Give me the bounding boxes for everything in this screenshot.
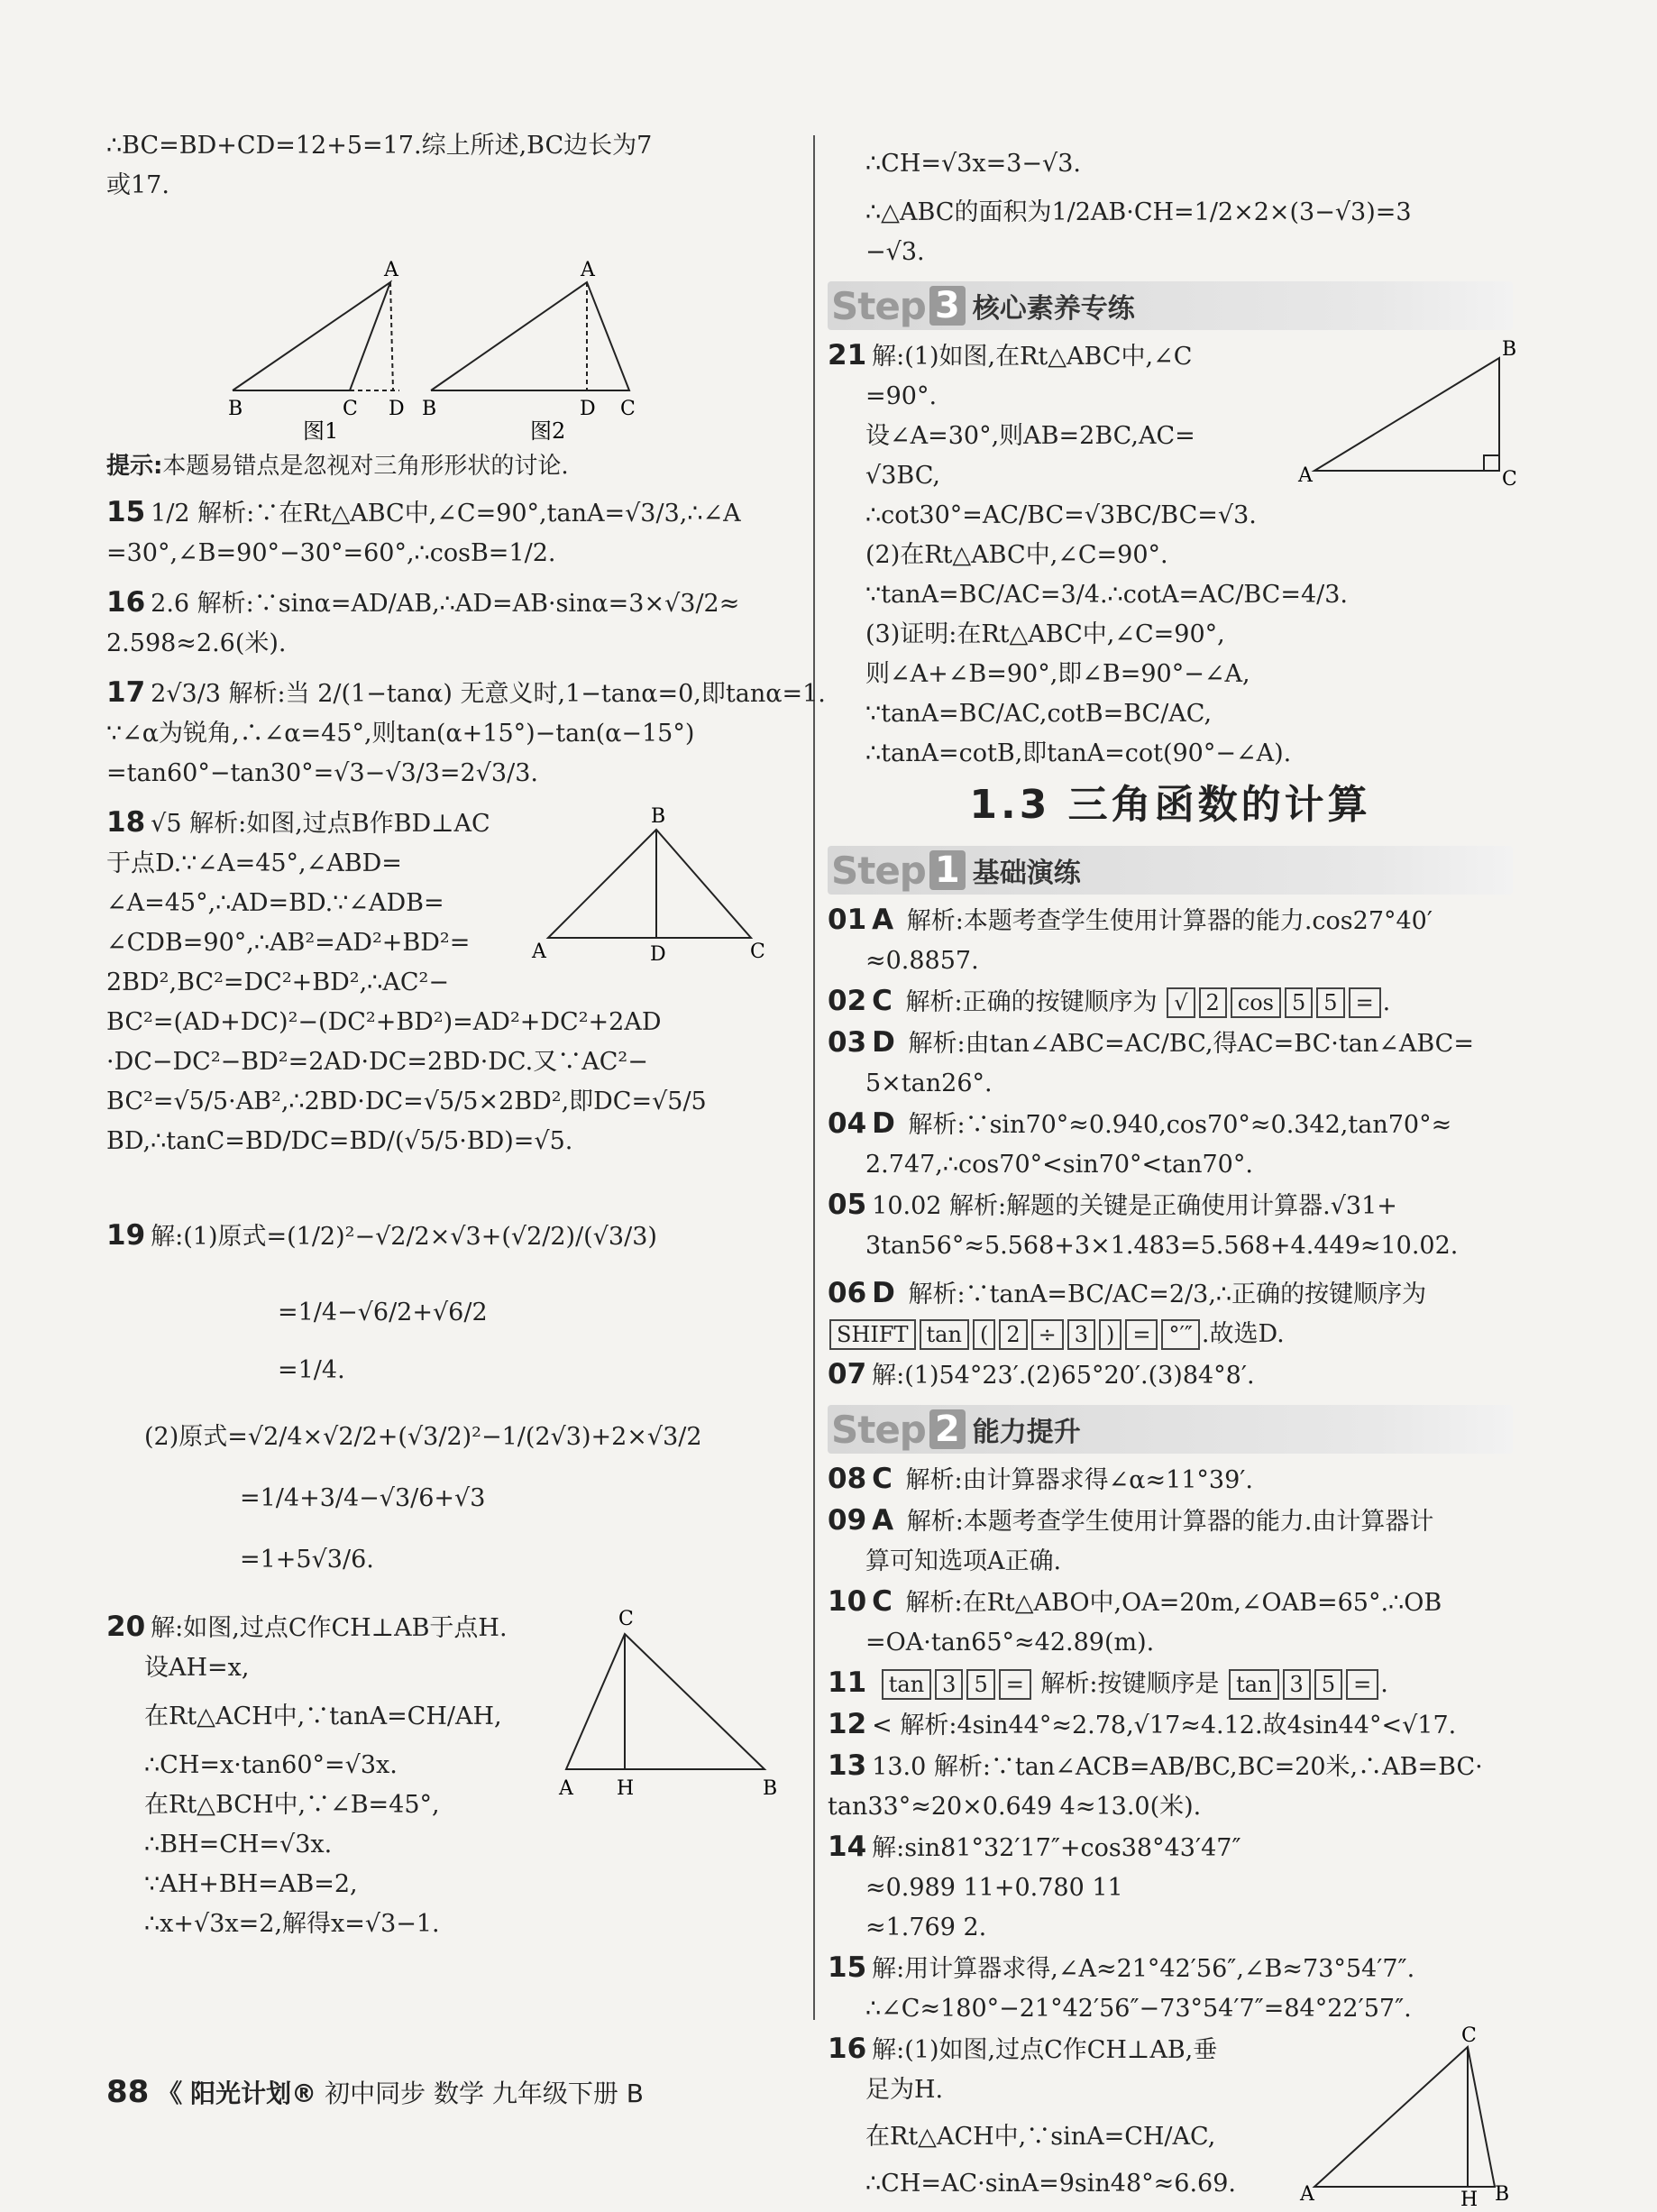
question-21: 21 解:(1)如图,在Rt△ABC中,∠C =90°. 设∠A=30°,则AB=2BC,AC= √3BC, B A C [828, 335, 1513, 496]
fig1-label-b: B [228, 398, 243, 420]
question-01: 01 A 解析:本题考查学生使用计算器的能力.cos27°40′ [828, 904, 1433, 936]
svg-text:C: C [1502, 468, 1517, 491]
svg-text:A: A [1298, 464, 1313, 487]
question-18-line: BC²=√5/5·AB²,∴2BD·DC=√5/5×2BD²,即DC=√5/5 [106, 1088, 707, 1115]
question-18-line: ·DC−DC²−BD²=2AD·DC=2BD·DC.又∵AC²− [106, 1048, 648, 1076]
fig1-label-c: C [343, 398, 358, 420]
fig1-caption: 图1 [303, 418, 339, 444]
svg-text:A: A [1300, 2183, 1314, 2206]
svg-text:C: C [1461, 2024, 1477, 2047]
question-16-line: 2.598≈2.6(米). [106, 629, 287, 657]
question-19-line: =1/4−√6/2+√6/2 [278, 1299, 488, 1326]
question-13-line: tan33°≈20×0.649 4≈13.0(米). [828, 1793, 1202, 1821]
question-13: 13 13.0 解析:∵tan∠ACB=AB/BC,BC=20米,∴AB=BC· [828, 1749, 1483, 1782]
figure-21 [1296, 335, 1517, 491]
question-15: 15 1/2 解析:∵在Rt△ABC中,∠C=90°,tanA=√3/3,∴∠A [106, 496, 741, 528]
svg-text:B: B [763, 1777, 778, 1800]
figure-20 [539, 1607, 783, 1823]
question-14-line: ≈1.769 2. [865, 1914, 987, 1941]
question-17-line: =tan60°−tan30°=√3−√3/3=2√3/3. [106, 759, 538, 787]
question-21-line: (3)证明:在Rt△ABC中,∠C=90°, [865, 620, 1225, 648]
question-15-right-line: ∴∠C≈180°−21°42′56″−73°54′7″=84°22′57″. [865, 1995, 1412, 2023]
svg-text:D: D [650, 943, 666, 966]
step-2-banner: Step 2 能力提升 [828, 1405, 1513, 1454]
question-15-right: 15 解:用计算器求得,∠A≈21°42′56″,∠B≈73°54′7″. [828, 1951, 1415, 1984]
hint-text: 本题易错点是忽视对三角形形状的讨论. [162, 453, 569, 480]
step-3-banner: Step 3 核心素养专练 [828, 281, 1513, 330]
question-09: 09 A 解析:本题考查学生使用计算器的能力.由计算器计 [828, 1504, 1434, 1537]
question-17-line: ∵∠α为锐角,∴∠α=45°,则tan(α+15°)−tan(α−15°) [106, 720, 695, 748]
footer-mark: 《 [157, 2079, 183, 2108]
question-09-line: 算可知选项A正确. [865, 1547, 1062, 1575]
question-02: 02 C 解析:正确的按键顺序为 √ 2 cos 5 5 = . [828, 985, 1391, 1017]
question-18-line: BC²=(AD+DC)²−(DC²+BD²)=AD²+DC²+2AD [106, 1008, 662, 1036]
question-03: 03 D 解析:由tan∠ABC=AC/BC,得AC=BC·tan∠ABC= [828, 1026, 1474, 1059]
svg-text:A: A [559, 1777, 573, 1800]
question-18: 18 √5 解析:如图,过点B作BD⊥AC 于点D.∵∠A=45°,∠ABD= ∠A=45°,∴AD=BD.∵∠ADB= ∠CDB=90°,∴AB²=AD²+BD²= 2BD²,BC²=DC²+BD²,∴AC²− B A D C [106, 803, 801, 1003]
question-14: 14 解:sin81°32′17″+cos38°43′47″ [828, 1831, 1241, 1863]
question-04-line: 2.747,∴cos70°<sin70°<tan70°. [865, 1151, 1253, 1179]
question-08: 08 C 解析:由计算器求得∠α≈11°39′. [828, 1463, 1254, 1495]
question-18-line: BD,∴tanC=BD/DC=BD/(√5/5·BD)=√5. [106, 1127, 573, 1155]
question-21-line: ∵tanA=BC/AC,cotB=BC/AC, [865, 700, 1213, 728]
svg-text:A: A [532, 941, 546, 963]
intro-line: ∴BC=BD+CD=12+5=17.综上所述,BC边长为7 [106, 132, 653, 160]
figure-18 [530, 803, 764, 983]
question-19-line: =1+5√3/6. [240, 1546, 374, 1574]
hint [106, 447, 801, 485]
fig1-label-a: A [384, 259, 398, 281]
question-15-line: =30°,∠B=90°−30°=60°,∴cosB=1/2. [106, 539, 556, 567]
page-footer [106, 2074, 644, 2110]
fig2-label-c: C [620, 398, 636, 420]
question-03-line: 5×tan26°. [865, 1069, 993, 1097]
question-06: 06 D 解析:∵tanA=BC/AC=2/3,∴正确的按键顺序为 [828, 1277, 1427, 1309]
continuation-line: −√3. [865, 238, 925, 266]
svg-text:B: B [651, 805, 666, 828]
step-1-banner: Step 1 基础演练 [828, 846, 1513, 895]
svg-text:H: H [617, 1777, 635, 1800]
continuation-line: ∴△ABC的面积为1/2AB·CH=1/2×2×(3−√3)=3 [865, 198, 1412, 226]
question-05: 05 10.02 解析:解题的关键是正确使用计算器.√31+ [828, 1189, 1397, 1221]
fig2-caption: 图2 [530, 418, 566, 444]
question-14-line: ≈0.989 11+0.780 11 [865, 1874, 1123, 1902]
right-column [828, 144, 1517, 2211]
fig2-label-b: B [422, 398, 437, 420]
section-title: 1.3 三角函数的计算 [969, 782, 1371, 828]
question-21-line: 则∠A+∠B=90°,即∠B=90°−∠A, [865, 660, 1250, 688]
svg-text:H: H [1460, 2189, 1478, 2211]
question-21-line: (2)在Rt△ABC中,∠C=90°. [865, 541, 1168, 569]
continuation-line: ∴CH=√3x=3−√3. [865, 150, 1082, 178]
brand: 阳光计划® [190, 2079, 317, 2108]
question-06-keys: SHIFT tan ( 2 ÷ 3 ) = °′″ .故选D. [828, 1315, 1513, 1354]
question-19-line: =1/4. [278, 1356, 345, 1384]
question-10: 10 C 解析:在Rt△ABO中,OA=20m,∠OAB=65°.∴OB [828, 1585, 1442, 1618]
question-07: 07 解:(1)54°23′.(2)65°20′.(3)84°8′. [828, 1358, 1255, 1391]
left-column [106, 126, 826, 1944]
fig2-label-d: D [580, 398, 596, 420]
fig1-label-d: D [389, 398, 405, 420]
svg-text:C: C [618, 1608, 634, 1630]
question-17: 17 2√3/3 解析:当 2/(1−tanα) 无意义时,1−tanα=0,即tanα=1. [106, 676, 826, 709]
question-19-line: (2)原式=√2/4×√2/2+(√3/2)²−1/(2√3)+2×√3/2 [144, 1423, 702, 1451]
question-11: 11 tan 3 5 = 解析:按键顺序是 tan 3 5 = . [828, 1666, 1388, 1699]
question-21-line: ∴tanA=cotB,即tanA=cot(90°−∠A). [865, 739, 1292, 767]
svg-text:B: B [1495, 2183, 1510, 2206]
question-10-line: =OA·tan65°≈42.89(m). [865, 1629, 1155, 1657]
question-01-line: ≈0.8857. [865, 947, 979, 975]
question-04: 04 D 解析:∵sin70°≈0.940,cos70°≈0.342,tan70°≈ [828, 1107, 1452, 1140]
svg-text:B: B [1502, 338, 1517, 361]
column-divider [813, 135, 815, 2020]
question-12: 12 < 解析:4sin44°≈2.78,√17≈4.12.故4sin44°<√17. [828, 1708, 1457, 1740]
question-16: 16 2.6 解析:∵sinα=AD/AB,∴AD=AB·sinα=3×√3/2≈ [106, 586, 740, 619]
fig2-label-a: A [581, 259, 595, 281]
question-05-line: 3tan56°≈5.568+3×1.483=5.568+4.449≈10.02. [865, 1232, 1459, 1260]
question-20: 20 解:如图,过点C作CH⊥AB于点H. 设AH=x, 在Rt△ACH中,∵tanA=CH/AH, ∴CH=x·tan60°=√3x. 在Rt△BCH中,∵∠B=45°, ∴BH=CH=√3x. ∵AH+BH=AB=2, ∴x+√3x=2,解得x=√3−1. C A H B [106, 1607, 801, 1944]
figure-16 [1287, 2024, 1513, 2211]
svg-text:C: C [750, 941, 765, 963]
intro-line: 或17. [106, 171, 169, 199]
question-16-right: 16 解:(1)如图,过点C作CH⊥AB,垂 足为H. 在Rt△ACH中,∵sinA=CH/AC, ∴CH=AC·sinA=9sin48°≈6.69. C A H B [828, 2029, 1513, 2209]
question-21-line: ∵tanA=BC/AC=3/4.∴cotA=AC/BC=4/3. [865, 581, 1348, 609]
hint-label: 提示: [106, 453, 163, 480]
question-21-line: ∴cot30°=AC/BC=√3BC/BC=√3. [865, 501, 1257, 529]
figure-1-and-2 [106, 206, 647, 444]
page-number: 88 [106, 2074, 150, 2110]
question-19-line: =1/4+3/4−√3/6+√3 [240, 1484, 486, 1512]
question-19: 19 解:(1)原式=(1/2)²−√2/2×√3+(√2/2)/(√3/3) [106, 1219, 657, 1252]
book-title: 初中同步 数学 九年级下册 B [325, 2079, 644, 2108]
